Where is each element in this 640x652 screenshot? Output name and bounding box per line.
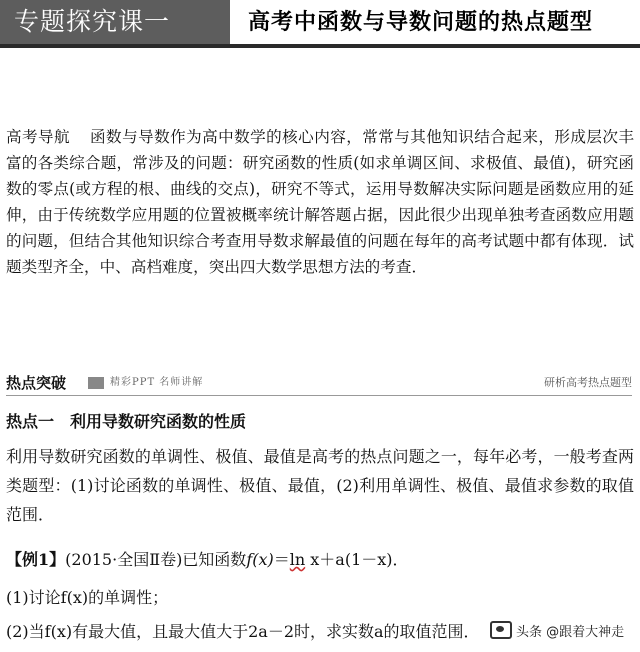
camera-icon bbox=[490, 621, 512, 639]
header-divider bbox=[0, 44, 640, 48]
function-rest: x＋a(1－x)． bbox=[305, 550, 409, 569]
watermark bbox=[486, 616, 628, 644]
function-name: f(x) bbox=[246, 550, 274, 569]
question-1: (1)讨论f(x)的单调性； bbox=[6, 588, 169, 607]
intro-text: 函数与导数作为高中数学的核心内容，常常与其他知识结合起来，形成层次丰富的各类综合题，常涉及的问题：研究函数的性质(如求单调区间、求极值、最值)，研究函数的零点(或方程的根、曲线的交点)，研究不等式，运用导数解决实际问题是函数应用的延伸，由于传统数学应用题的位置被概率统计解答题占据，因此很少出现单独考查函数应用题的问题，但结合其他知识综合考查用导数求解最值的问题在每年的高考试题中都有体现．试题类型齐全，中、高档难度，突出四大数学思想方法的考查． bbox=[6, 128, 634, 276]
section-title: 热点一 利用导数研究函数的性质 bbox=[6, 412, 247, 431]
question-2: (2)当f(x)有最大值，且最大值大于2a－2时，求实数a的取值范围． bbox=[6, 622, 480, 641]
intro-paragraph bbox=[6, 124, 634, 280]
intro-lead: 高考导航 bbox=[6, 128, 71, 146]
hand-pointer-icon bbox=[88, 377, 104, 389]
ln-term: ln bbox=[289, 550, 306, 569]
watermark-text: 头条 @跟着大神走 bbox=[516, 624, 625, 640]
section-body: 利用导数研究函数的单调性、极值、最值是高考的热点问题之一，每年必考，一般考查两类题型：(1)讨论函数的单调性、极值、最值，(2)利用单调性、极值、最值求参数的取值范围． bbox=[6, 447, 634, 524]
topic-tab: 专题探究课一 bbox=[0, 0, 230, 44]
example-source: (2015·全国Ⅱ卷)已知函数 bbox=[65, 550, 247, 569]
hot-topics-caption: 研析高考热点题型 bbox=[544, 376, 632, 389]
slide-header bbox=[0, 0, 640, 50]
hot-topics-subtitle: 精彩PPT 名师讲解 bbox=[110, 377, 204, 388]
hot-topics-divider bbox=[6, 395, 632, 396]
example-statement bbox=[6, 548, 409, 572]
example-label: 【例1】 bbox=[6, 550, 66, 569]
equals-sign: ＝ bbox=[273, 550, 290, 569]
page-title: 高考中函数与导数问题的热点题型 bbox=[248, 9, 594, 35]
hot-topics-bar bbox=[6, 372, 632, 394]
hot-topics-label: 热点突破 bbox=[6, 374, 67, 392]
